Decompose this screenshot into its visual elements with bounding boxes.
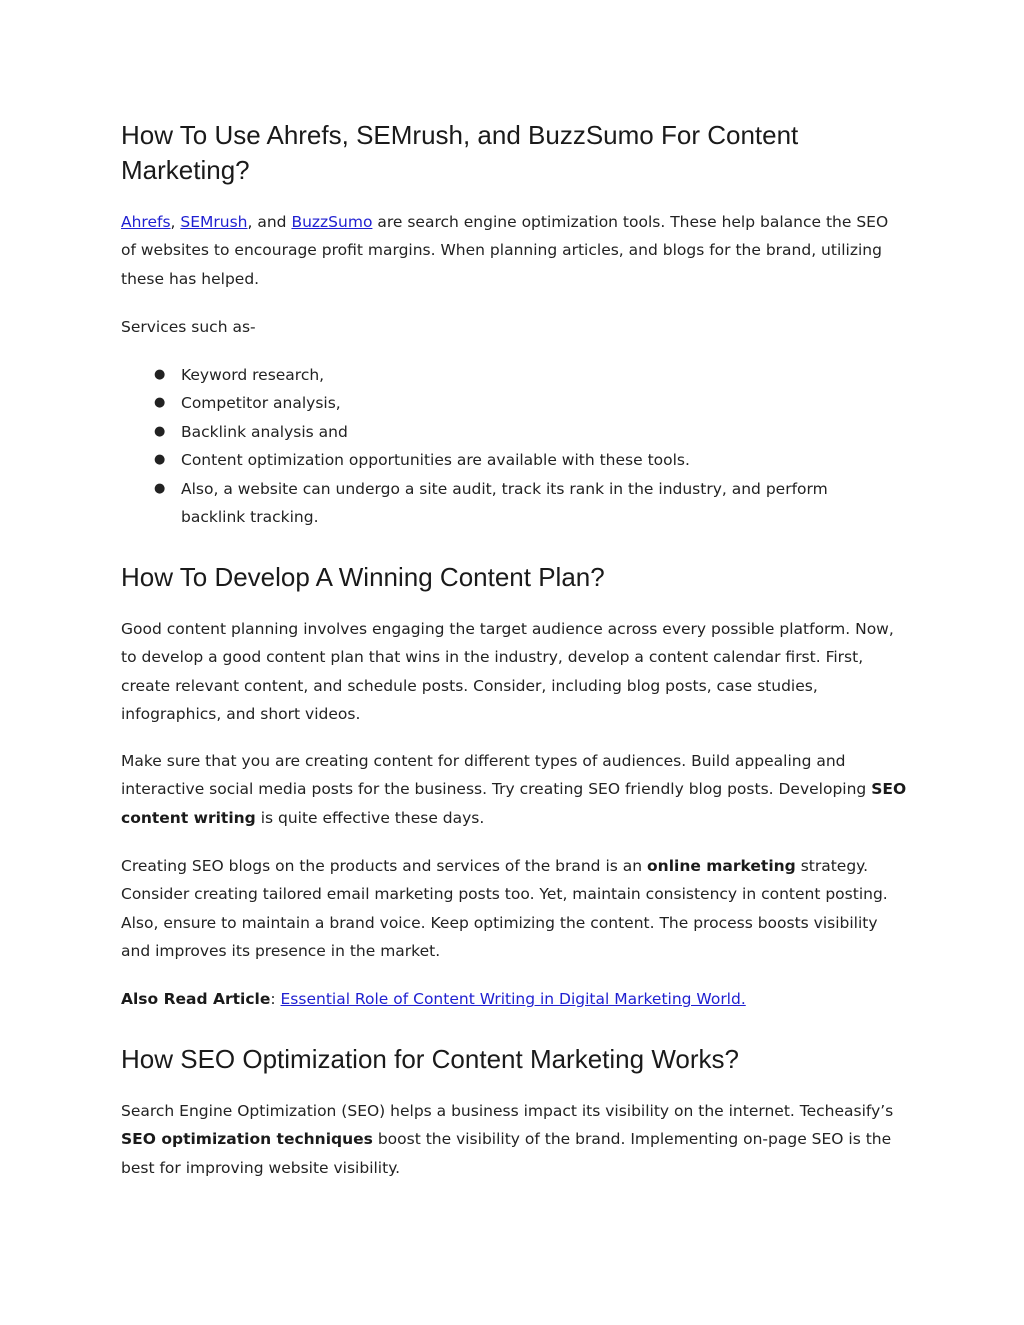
separator: , [170,213,181,231]
list-item-text: Backlink analysis and [181,422,348,441]
intro-paragraph [121,208,901,293]
heading-seo-tools: How To Use Ahrefs, SEMrush, and BuzzSumo For Content Marketing? [121,120,799,185]
paragraph-text: is quite effective these days. [255,808,485,827]
intro-text: are search engine optimization tools. These help balance the SEO of websites to encourage profit margins. When planning articles, and blogs for the brand, utilizing these has helped. [121,213,889,288]
bullet-icon: ● [154,395,166,411]
paragraph-text: Make sure that you are creating content for different types of audiences. Build appealing and interactive social media posts for the business. Try creating SEO friendly blog posts. Developing [121,752,872,799]
services-lead: Services such as- [121,318,256,336]
link-buzzsumo[interactable]: BuzzSumo [291,213,373,231]
list-item [121,418,881,446]
bullet-icon: ● [154,423,166,439]
list-item-text: Competitor analysis, [181,394,341,413]
bullet-icon: ● [154,480,166,496]
list-item [121,475,881,532]
also-read-link[interactable]: Essential Role of Content Writing in Digital Marketing World. [280,990,746,1008]
also-read-line [121,985,911,1013]
paragraph-text: strategy. Consider creating tailored email marketing posts too. Yet, maintain consistency in content posting. Also, ensure to maintain a brand voice. Keep optimizing the content. The process boosts visibility and improves its presence in the market. [121,857,888,961]
seo-optimization-paragraph [121,1097,911,1182]
bold-text: online marketing [647,857,796,875]
bullet-icon: ● [154,452,166,468]
audiences-paragraph [121,747,911,832]
list-item-text: Also, a website can undergo a site audit, track its rank in the industry, and perform backlink tracking. [181,479,828,527]
list-item-text: Keyword research, [181,366,325,384]
list-item [121,446,881,474]
services-list [121,361,911,531]
heading-content-plan: How To Develop A Winning Content Plan? [121,562,605,592]
heading-seo-optimization: How SEO Optimization for Content Marketing Works? [121,1044,739,1074]
separator: , and [247,213,292,231]
list-item [121,389,881,417]
paragraph-text: Search Engine Optimization (SEO) helps a business impact its visibility on the internet. Techeasify’s [121,1102,894,1120]
seo-blogs-paragraph [121,852,911,966]
link-ahrefs[interactable]: Ahrefs [121,213,171,231]
also-read-label: Also Read Article [121,990,271,1008]
list-item [121,361,881,389]
paragraph-text: Creating SEO blogs on the products and services of the brand is an [121,857,648,875]
content-plan-paragraph: Good content planning involves engaging the target audience across every possible platform. Now, to develop a good content plan that wins in the industry, develop a content calendar first. First, create relevant content, and schedule posts. Consider, including blog posts, case studies, infographics, and short videos. [121,620,894,724]
paragraph-text: boost the visibility of the brand. Implementing on-page SEO is the best for improving website visibility. [121,1130,892,1177]
link-semrush[interactable]: SEMrush [180,213,248,231]
separator: : [270,990,281,1008]
bold-text: SEO content writing [121,780,907,827]
bold-text: SEO optimization techniques [121,1130,373,1149]
bullet-icon: ● [154,367,166,382]
list-item-text: Content optimization opportunities are available with these tools. [181,451,690,470]
